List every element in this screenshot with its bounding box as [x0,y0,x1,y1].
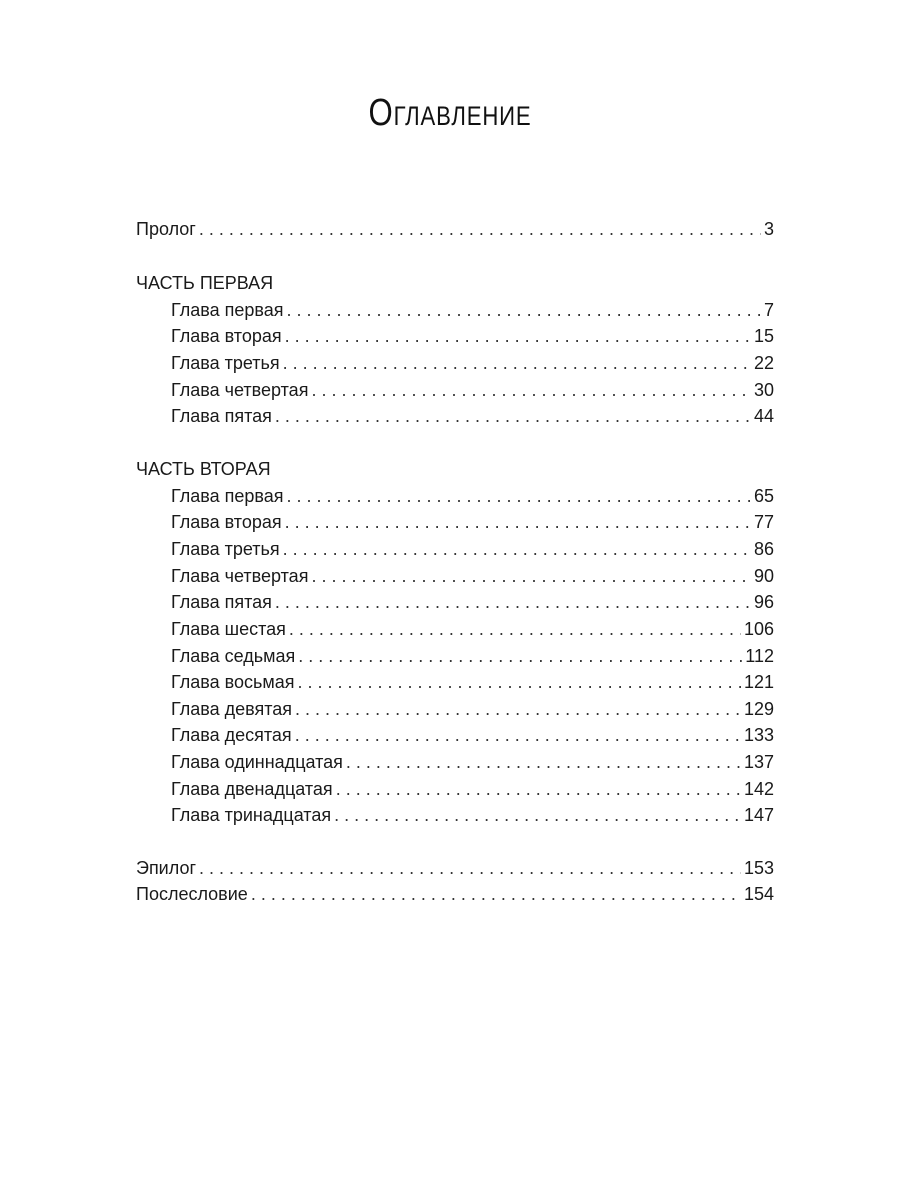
toc-entry-label: Глава седьмая [171,646,296,666]
toc-entry-page: 121 [743,672,774,692]
toc-entry-part2-ch10[interactable] [171,722,774,748]
toc-entry-label: Глава двенадцатая [171,779,333,799]
toc-entry-part2-ch9[interactable] [171,696,774,722]
toc-entry-part2-ch1[interactable] [171,483,774,509]
toc-entry-label: Глава вторая [171,512,282,532]
toc-entry-epilog[interactable] [136,855,774,881]
dot-leader [275,403,751,429]
toc-entry-page: 77 [753,512,774,532]
toc-entry-label: Глава одиннадцатая [171,752,343,772]
toc-entry-label: Глава десятая [171,725,292,745]
toc-entry-page: 90 [753,566,774,586]
toc-entry-page: 22 [753,353,774,373]
toc-entry-part2-ch4[interactable] [171,563,774,589]
dot-leader [283,350,751,376]
toc-entry-part2-ch8[interactable] [171,669,774,695]
toc-entry-page: 7 [763,300,774,320]
toc-entry-page: 86 [753,539,774,559]
toc-entry-part2-ch2[interactable] [171,509,774,535]
toc-entry-part2-ch7[interactable] [171,643,774,669]
toc-entry-page: 133 [743,725,774,745]
toc-entry-page: 142 [743,779,774,799]
toc-entry-part2-ch12[interactable] [171,776,774,802]
toc-entry-label: Глава четвертая [171,380,309,400]
dot-leader [289,616,741,642]
toc-entry-label: Глава первая [171,486,284,506]
toc-entry-label: Эпилог [136,858,197,878]
page-title: Оглавление [368,92,532,134]
toc-entry-part2-ch13[interactable] [171,802,774,828]
toc-entry-page: 154 [743,884,774,904]
dot-leader [298,669,741,695]
toc-entry-label: Глава третья [171,539,280,559]
dot-leader [295,722,741,748]
toc-entry-page: 137 [743,752,774,772]
dot-leader [311,563,751,589]
dot-leader [311,377,751,403]
part-title-2: ЧАСТЬ ВТОРАЯ [136,459,271,479]
dot-leader [298,643,742,669]
dot-leader [287,297,761,323]
toc-entry-page: 147 [743,805,774,825]
toc-entry-label: Глава первая [171,300,284,320]
dot-leader [295,696,741,722]
dot-leader [336,776,741,802]
toc-entry-afterword[interactable] [136,881,774,907]
toc-entry-part2-ch3[interactable] [171,536,774,562]
toc-entry-label: Глава тринадцатая [171,805,332,825]
toc-entry-label: Глава третья [171,353,280,373]
toc-entry-label: Глава девятая [171,699,293,719]
toc-entry-part1-ch1[interactable] [171,297,774,323]
toc-entry-label: Глава пятая [171,592,272,612]
dot-leader [251,881,741,907]
toc-entry-label: Глава пятая [171,406,272,426]
toc-entry-page: 106 [743,619,774,639]
toc-entry-page: 30 [753,380,774,400]
toc-entry-part1-ch4[interactable] [171,377,774,403]
toc-entry-page: 65 [753,486,774,506]
dot-leader [285,509,751,535]
toc-entry-label: Глава вторая [171,326,282,346]
toc-entry-part2-ch5[interactable] [171,589,774,615]
toc-entry-part1-ch3[interactable] [171,350,774,376]
toc-entry-label: Глава четвертая [171,566,309,586]
dot-leader [334,802,741,828]
dot-leader [285,323,751,349]
toc-entry-part1-ch5[interactable] [171,403,774,429]
toc-entry-part1-ch2[interactable] [171,323,774,349]
toc-entry-part2-ch6[interactable] [171,616,774,642]
toc-entry-page: 129 [743,699,774,719]
part-title-1: ЧАСТЬ ПЕРВАЯ [136,273,274,293]
dot-leader [199,216,761,242]
toc-entry-page: 112 [745,646,774,666]
dot-leader [346,749,741,775]
toc-entry-label: Послесловие [136,884,248,904]
toc-entry-label: Глава восьмая [171,672,295,692]
toc-entry-page: 153 [743,858,774,878]
dot-leader [199,855,741,881]
toc-entry-label: Глава шестая [171,619,286,639]
toc-entry-prolog[interactable] [136,216,774,242]
toc-entry-page: 3 [763,219,774,239]
toc-entry-page: 96 [753,592,774,612]
toc-entry-label: Пролог [136,219,196,239]
dot-leader [283,536,751,562]
dot-leader [275,589,751,615]
toc-entry-page: 44 [753,406,774,426]
toc-entry-page: 15 [753,326,774,346]
dot-leader [287,483,751,509]
toc-entry-part2-ch11[interactable] [171,749,774,775]
